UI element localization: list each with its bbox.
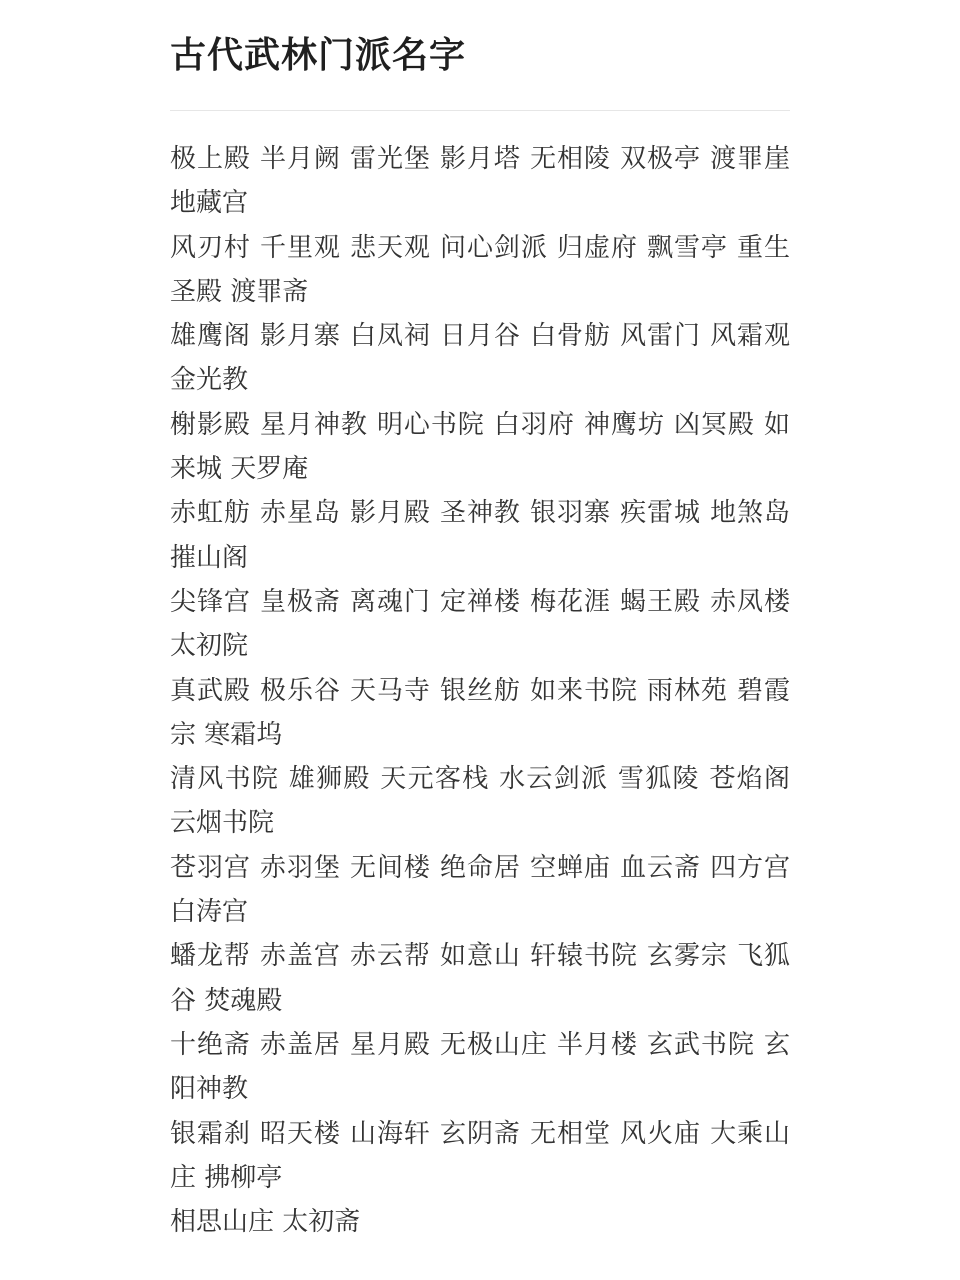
- paragraph: 相思山庄 太初斋: [170, 1207, 361, 1238]
- paragraph: 真武殿 极乐谷 天马寺 银丝舫 如来书院 雨林苑 碧霞宗 寒霜坞: [170, 675, 790, 750]
- article-body: [170, 137, 790, 1244]
- paragraph: 风刃村 千里观 悲天观 问心剑派 归虚府 飘雪亭 重生圣殿 渡罪斋: [170, 232, 790, 307]
- paragraph: 银霜刹 昭天楼 山海轩 玄阴斋 无相堂 风火庙 大乘山庄 拂柳亭: [170, 1118, 790, 1193]
- paragraph: 雄鹰阁 影月寨 白凤祠 日月谷 白骨舫 风雷门 风霜观 金光教: [170, 321, 790, 396]
- paragraph: 极上殿 半月阙 雷光堡 影月塔 无相陵 双极亭 渡罪崖 地藏宫: [170, 144, 790, 219]
- paragraph: 清风书院 雄狮殿 天元客栈 水云剑派 雪狐陵 苍焰阁 云烟书院: [170, 764, 790, 839]
- article-title: 古代武林门派名字: [170, 35, 467, 76]
- paragraph: 赤虹舫 赤星岛 影月殿 圣神教 银羽寨 疾雷城 地煞岛 摧山阁: [170, 498, 790, 573]
- paragraph: 尖锋宫 皇极斋 离魂门 定禅楼 梅花涯 蝎王殿 赤凤楼 太初院: [170, 586, 790, 662]
- paragraph: 十绝斋 赤盖居 星月殿 无极山庄 半月楼 玄武书院 玄阳神教: [170, 1029, 790, 1105]
- paragraph: 苍羽宫 赤羽堡 无间楼 绝命居 空蝉庙 血云斋 四方宫 白涛宫: [170, 852, 790, 928]
- paragraph: 榭影殿 星月神教 明心书院 白羽府 神鹰坊 凶冥殿 如来城 天罗庵: [170, 409, 790, 485]
- paragraph: 蟠龙帮 赤盖宫 赤云帮 如意山 轩辕书院 玄雾宗 飞狐谷 焚魂殿: [170, 941, 790, 1016]
- title-divider: [170, 110, 790, 111]
- article: [170, 0, 790, 1244]
